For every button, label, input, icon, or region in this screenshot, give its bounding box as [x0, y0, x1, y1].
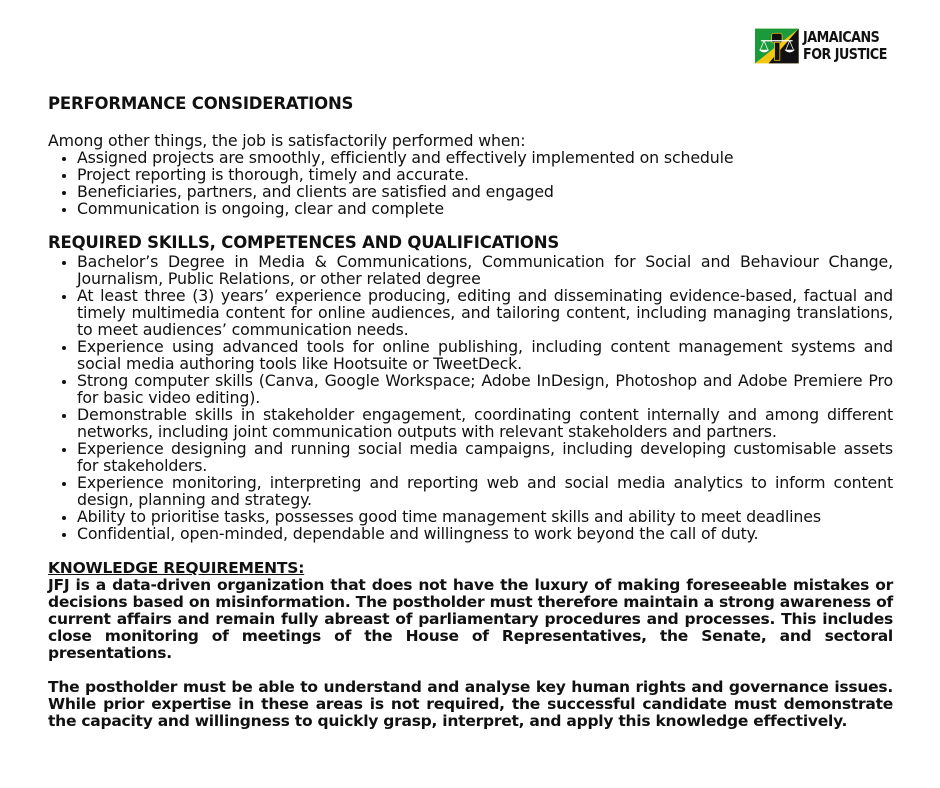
logo-wordmark — [803, 29, 887, 63]
list-item: • Experience monitoring, interpreting and reporting web and social media analytics to inform content design, planning and strategy. — [77, 474, 893, 508]
logo-line-2: FOR JUSTICE — [802, 45, 887, 63]
performance-heading: PERFORMANCE CONSIDERATIONS — [48, 94, 354, 113]
list-item: • Assigned projects are smoothly, efficiently and effectively implemented on schedule — [77, 149, 893, 166]
document-body — [48, 94, 893, 730]
list-item: • Demonstrable skills in stakeholder engagement, coordinating content internally and among different networks, including joint communication outputs with relevant stakeholders and partners. — [77, 406, 893, 440]
list-item: • Beneficiaries, partners, and clients are satisfied and engaged — [77, 183, 893, 200]
skills-list — [48, 253, 893, 542]
knowledge-paragraph-2: The postholder must be able to understand and analyse key human rights and governance issues. While prior expertise in these areas is not required, the successful candidate must demonstrate the capacity and willingness to quickly grasp, interpret, and apply this knowledge effectively. — [48, 678, 893, 730]
list-item: • Project reporting is thorough, timely and accurate. — [77, 166, 893, 183]
skills-heading: REQUIRED SKILLS, COMPETENCES AND QUALIFICATIONS — [48, 233, 560, 252]
performance-list — [48, 149, 893, 217]
list-item: • Experience using advanced tools for online publishing, including content management systems and social media authoring tools like Hootsuite or TweetDeck. — [77, 338, 893, 372]
knowledge-paragraph-1: JFJ is a data-driven organization that does not have the luxury of making foreseeable mistakes or decisions based on misinformation. The postholder must therefore maintain a strong awareness of current affairs and remain fully abreast of parliamentary procedures and processes. This includes close monitoring of meetings of the House of Representatives, the Senate, and sectoral presentations. — [48, 576, 893, 662]
logo-line-1: JAMAICANS — [802, 28, 879, 46]
knowledge-heading: KNOWLEDGE REQUIREMENTS: — [48, 559, 305, 577]
list-item: • Strong computer skills (Canva, Google Workspace; Adobe InDesign, Photoshop and Adobe Premiere Pro for basic video editing). — [77, 372, 893, 406]
scales-fist-logo-icon — [755, 23, 799, 69]
list-item: • At least three (3) years’ experience producing, editing and disseminating evidence-based, factual and timely multimedia content for online audiences, and tailoring content, including managing translations, to meet audiences’ communication needs. — [77, 287, 893, 338]
list-item: • Ability to prioritise tasks, possesses good time management skills and ability to meet deadlines — [77, 508, 893, 525]
list-item: • Confidential, open-minded, dependable and willingness to work beyond the call of duty. — [77, 525, 893, 542]
performance-intro: Among other things, the job is satisfactorily performed when: — [48, 131, 526, 150]
list-item: • Experience designing and running social media campaigns, including developing customisable assets for stakeholders. — [77, 440, 893, 474]
jfj-logo — [755, 22, 905, 70]
list-item: • Communication is ongoing, clear and complete — [77, 200, 893, 217]
list-item: • Bachelor’s Degree in Media & Communications, Communication for Social and Behaviour Change, Journalism, Public Relations, or other related degree — [77, 253, 893, 287]
